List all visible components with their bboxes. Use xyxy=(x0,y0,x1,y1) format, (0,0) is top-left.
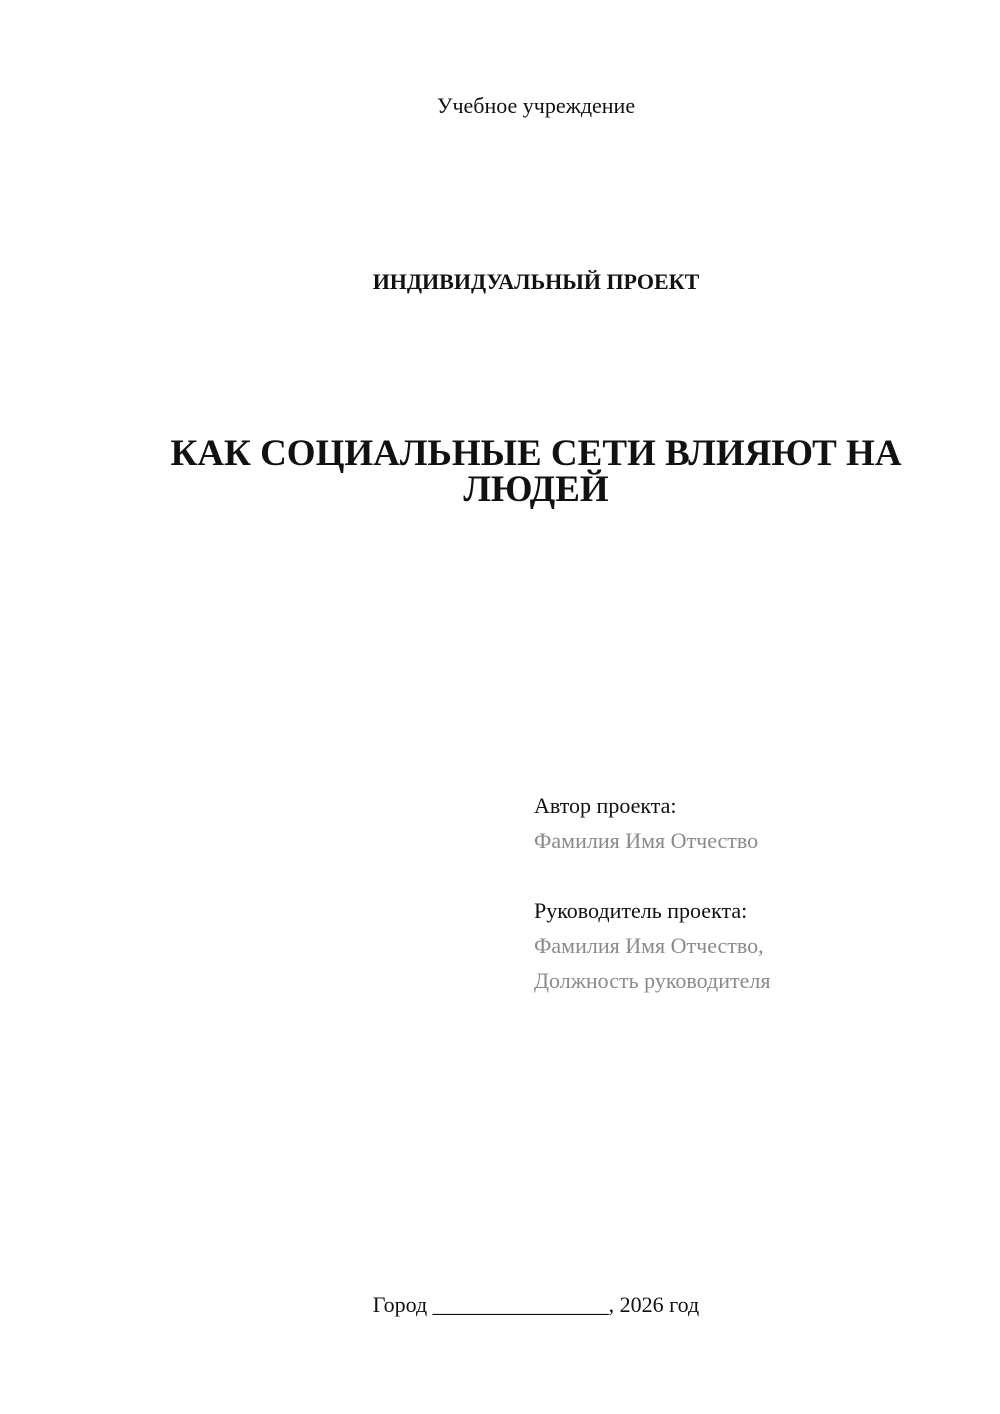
city-blank: ________________ xyxy=(432,1292,609,1317)
supervisor-label: Руководитель проекта: xyxy=(534,898,748,923)
institution-name: Учебное учреждение xyxy=(436,93,636,118)
document-type: ИНДИВИДУАЛЬНЫЙ ПРОЕКТ xyxy=(372,269,700,294)
author-label: Автор проекта: xyxy=(534,793,677,818)
supervisor-block xyxy=(534,893,974,998)
city-label: Город xyxy=(372,1292,428,1317)
supervisor-name: Фамилия Имя Отчество, xyxy=(534,933,764,958)
document-title: КАК СОЦИАЛЬНЫЕ СЕТИ ВЛИЯЮТ НА ЛЮДЕЙ xyxy=(170,433,902,510)
city-year-line xyxy=(0,1291,1000,1319)
author-name: Фамилия Имя Отчество xyxy=(534,828,759,853)
supervisor-position: Должность руководителя xyxy=(534,968,771,993)
signature-block xyxy=(534,788,974,998)
author-block xyxy=(534,788,974,858)
year-label: , 2026 год xyxy=(608,1292,700,1317)
